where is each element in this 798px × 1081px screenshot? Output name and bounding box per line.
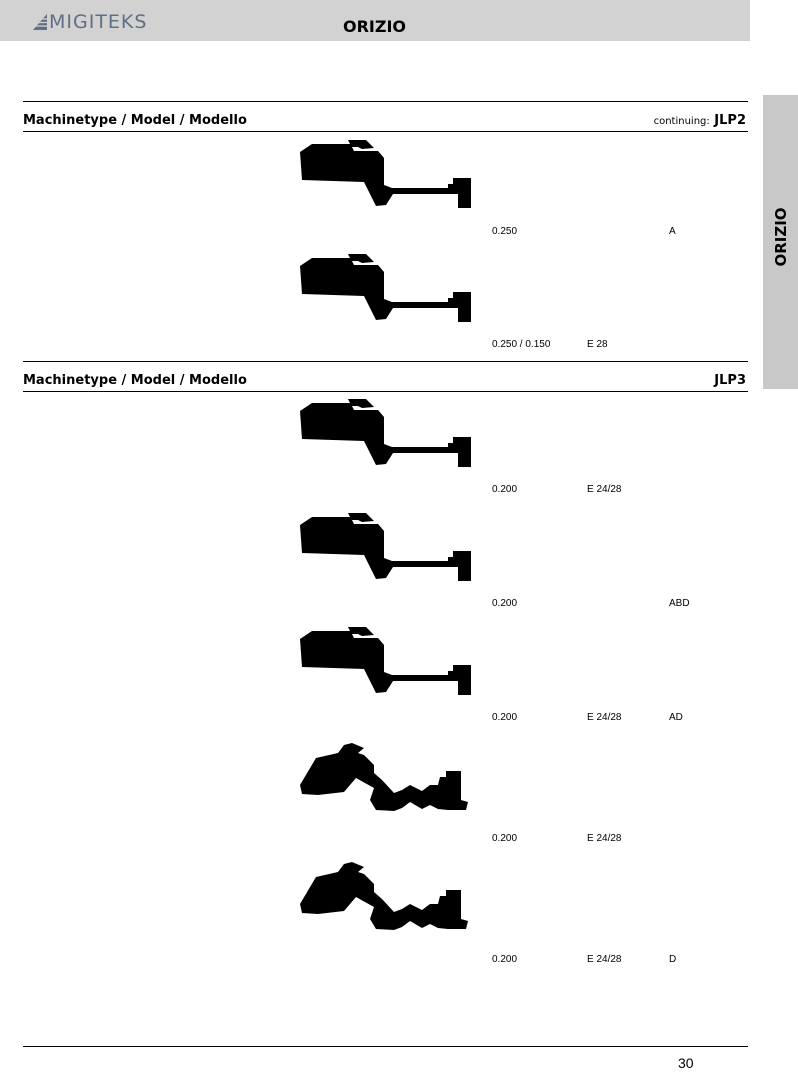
section-label: Machinetype / Model / Modello <box>23 113 247 128</box>
section-rule-top <box>23 361 748 362</box>
code-value: ABD <box>669 598 690 609</box>
section-rule-bottom <box>23 131 748 132</box>
thickness-value: 0.200 <box>492 598 518 609</box>
logo-stripes-icon <box>33 14 47 30</box>
e-value: E 24/28 <box>587 833 622 844</box>
thickness-value: 0.250 <box>492 226 518 237</box>
thickness-value: 0.200 <box>492 954 518 965</box>
side-tab[interactable] <box>763 95 798 389</box>
e-value: E 24/28 <box>587 484 622 495</box>
company-logo <box>33 10 147 34</box>
type-b-icon <box>298 740 473 815</box>
model-code: JLP2 <box>714 113 746 128</box>
section-label: Machinetype / Model / Modello <box>23 373 247 388</box>
section-header <box>23 113 748 131</box>
section-header <box>23 373 748 391</box>
section-rule-bottom <box>23 391 748 392</box>
footer-rule <box>23 1046 748 1047</box>
type-a-icon <box>298 252 473 327</box>
continuing-label: continuing: <box>653 116 710 127</box>
page-title: ORIZIO <box>343 17 407 36</box>
e-value: E 24/28 <box>587 712 622 723</box>
type-a-icon <box>298 138 473 213</box>
thickness-value: 0.250 / 0.150 <box>492 339 551 350</box>
thickness-value: 0.200 <box>492 833 518 844</box>
logo-text: MIGITEKS <box>49 11 148 33</box>
type-a-icon <box>298 397 473 472</box>
type-a-icon <box>298 625 473 700</box>
type-b-icon <box>298 859 473 934</box>
thickness-value: 0.200 <box>492 484 518 495</box>
page-number: 30 <box>678 1055 694 1071</box>
code-value: D <box>669 954 677 965</box>
header-bar <box>0 0 750 41</box>
model-name <box>654 113 746 128</box>
side-tab-label: ORIZIO <box>771 207 790 267</box>
model-code: JLP3 <box>714 373 746 388</box>
code-value: AD <box>669 712 683 723</box>
thickness-value: 0.200 <box>492 712 518 723</box>
e-value: E 28 <box>587 339 608 350</box>
section-rule-top <box>23 101 748 102</box>
type-a-icon <box>298 511 473 586</box>
code-value: A <box>669 226 676 237</box>
e-value: E 24/28 <box>587 954 622 965</box>
